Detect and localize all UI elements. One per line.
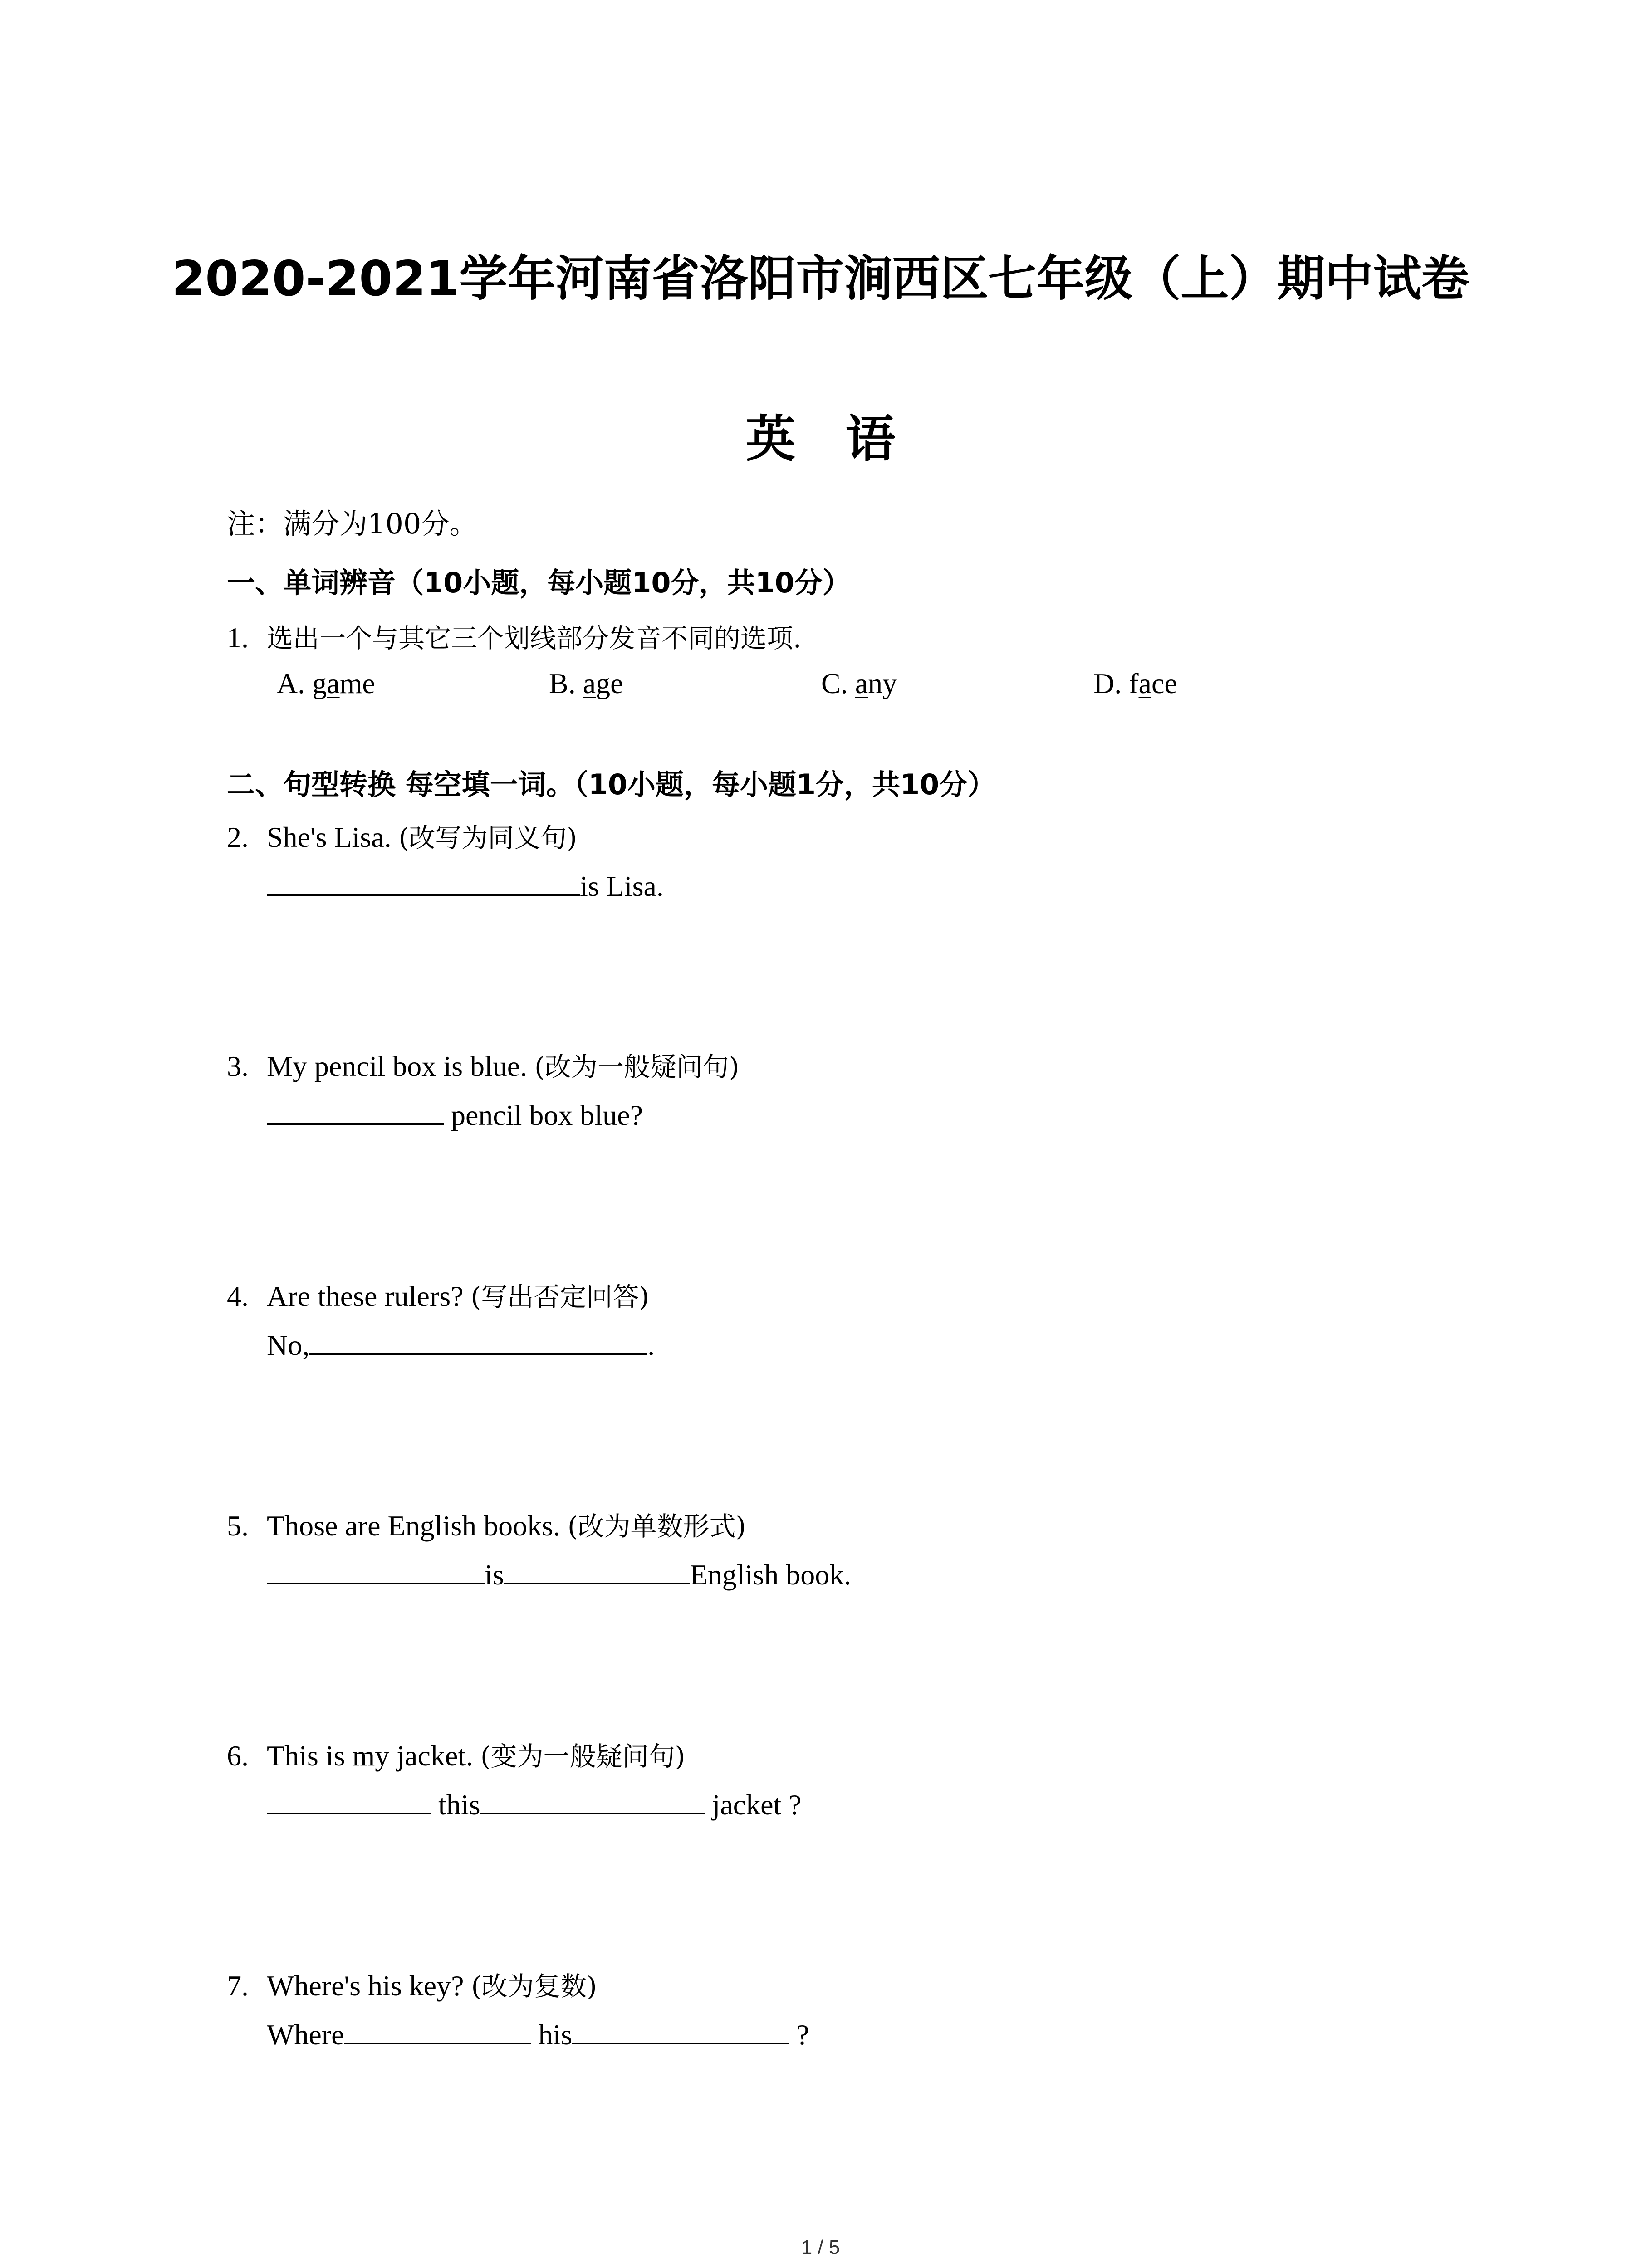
answer-blank[interactable] bbox=[309, 1328, 647, 1355]
answer-blank[interactable] bbox=[504, 1557, 690, 1584]
option-word-part: ce bbox=[1151, 667, 1177, 699]
option-word-part: f bbox=[1129, 667, 1139, 699]
question-text: 选出一个与其它三个划线部分发音不同的选项. bbox=[267, 623, 802, 654]
answer-text: No, bbox=[267, 1329, 310, 1361]
question-instruction: (改为一般疑问句) bbox=[534, 1051, 740, 1082]
option-b[interactable] bbox=[549, 667, 623, 700]
question-instruction: (改写为同义句) bbox=[398, 822, 577, 853]
question-3 bbox=[227, 1046, 739, 1084]
answer-6 bbox=[267, 1787, 802, 1822]
question-sentence: Those are English books. bbox=[267, 1510, 560, 1542]
answer-text: . bbox=[647, 1329, 655, 1361]
answer-3 bbox=[267, 1098, 643, 1132]
question-instruction: (写出否定回答) bbox=[470, 1281, 649, 1312]
page-number: 1 / 5 bbox=[801, 2236, 840, 2258]
section-heading-2: 二、句型转换 每空填一词。（10小题，每小题1分，共10分） bbox=[227, 768, 996, 801]
option-c[interactable] bbox=[821, 667, 897, 700]
answer-text: his bbox=[531, 2019, 573, 2051]
answer-text: pencil box blue? bbox=[444, 1099, 643, 1131]
question-4 bbox=[227, 1276, 649, 1314]
option-letter: C. bbox=[821, 667, 848, 699]
answer-text: this bbox=[431, 1789, 480, 1821]
subject-title: 英语 bbox=[745, 410, 945, 468]
answer-text: Where bbox=[267, 2019, 344, 2051]
answer-blank[interactable] bbox=[267, 869, 580, 896]
page-title: 2020-2021学年河南省洛阳市涧西区七年级（上）期中试卷 bbox=[171, 251, 1470, 307]
question-number: 7. bbox=[227, 1970, 249, 2002]
question-instruction: (变为一般疑问句) bbox=[480, 1741, 686, 1772]
question-sentence: She's Lisa. bbox=[267, 821, 392, 853]
section-heading-1: 一、单词辨音（10小题，每小题10分，共10分） bbox=[227, 566, 851, 599]
option-letter: D. bbox=[1093, 667, 1122, 699]
underlined-letter: a bbox=[327, 667, 340, 699]
question-7 bbox=[227, 1965, 597, 2003]
question-number: 6. bbox=[227, 1740, 249, 1772]
question-number: 5. bbox=[227, 1510, 249, 1542]
answer-5 bbox=[267, 1557, 851, 1592]
option-letter: A. bbox=[277, 667, 305, 699]
question-sentence: My pencil box is blue. bbox=[267, 1050, 528, 1082]
question-number: 4. bbox=[227, 1280, 249, 1312]
option-word-part: g bbox=[312, 667, 327, 699]
question-instruction: (改为单数形式) bbox=[568, 1511, 746, 1542]
question-5 bbox=[227, 1505, 746, 1543]
answer-text: English book. bbox=[690, 1559, 852, 1591]
answer-text: is Lisa. bbox=[580, 870, 664, 902]
answer-blank[interactable] bbox=[267, 1787, 431, 1814]
answer-text: is bbox=[485, 1559, 504, 1591]
question-number: 3. bbox=[227, 1050, 249, 1082]
option-a[interactable] bbox=[277, 667, 375, 700]
question-instruction: (改为复数) bbox=[471, 1971, 597, 2002]
question-6 bbox=[227, 1735, 685, 1773]
question-sentence: Are these rulers? bbox=[267, 1280, 464, 1312]
option-word-part: ny bbox=[868, 667, 897, 699]
answer-blank[interactable] bbox=[267, 1557, 485, 1584]
question-number: 1. bbox=[227, 621, 249, 654]
answer-blank[interactable] bbox=[267, 1098, 444, 1125]
question-sentence: This is my jacket. bbox=[267, 1740, 474, 1772]
question-sentence: Where's his key? bbox=[267, 1970, 464, 2002]
answer-2 bbox=[267, 869, 664, 903]
question-number: 2. bbox=[227, 821, 249, 853]
answer-7 bbox=[267, 2017, 809, 2052]
option-word-part: me bbox=[339, 667, 375, 699]
score-note: 注：满分为100分。 bbox=[227, 507, 478, 540]
underlined-letter: a bbox=[583, 667, 596, 699]
answer-text: jacket ? bbox=[705, 1789, 802, 1821]
option-d[interactable] bbox=[1093, 667, 1177, 700]
answer-blank[interactable] bbox=[344, 2017, 531, 2044]
question-2 bbox=[227, 816, 577, 855]
option-letter: B. bbox=[549, 667, 576, 699]
question-1 bbox=[227, 617, 801, 655]
answer-text: ? bbox=[789, 2019, 809, 2051]
option-word-part: ge bbox=[596, 667, 623, 699]
answer-4 bbox=[267, 1328, 655, 1362]
answer-blank[interactable] bbox=[572, 2017, 789, 2044]
underlined-letter: a bbox=[1138, 667, 1151, 699]
answer-blank[interactable] bbox=[480, 1787, 705, 1814]
underlined-letter: a bbox=[855, 667, 868, 699]
